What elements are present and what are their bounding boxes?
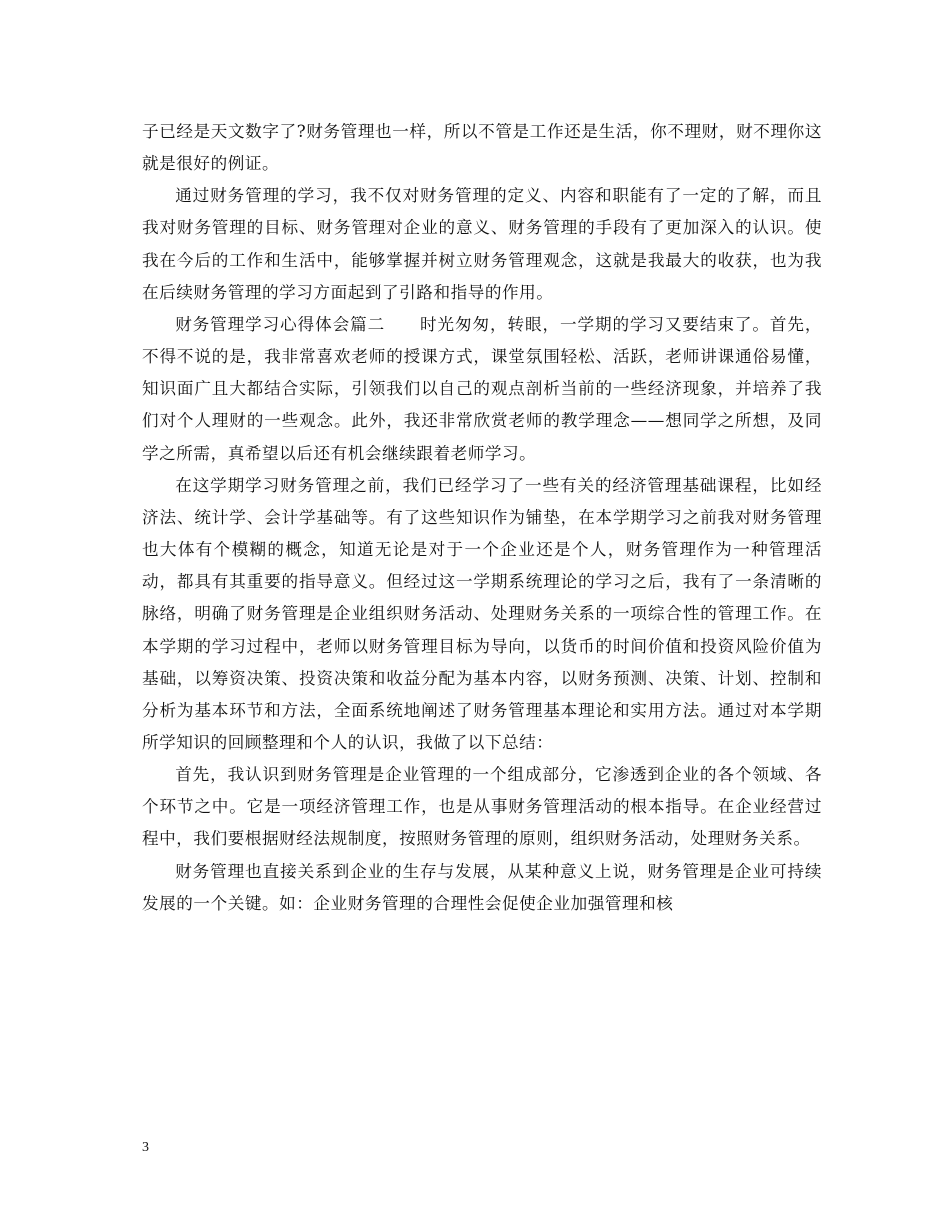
paragraph-6: 财务管理也直接关系到企业的生存与发展，从某种意义上说，财务管理是企业可持续发展的一个关键。如：企业财务管理的合理性会促使企业加强管理和核	[142, 861, 822, 913]
paragraph-4: 在这学期学习财务管理之前，我们已经学习了一些有关的经济管理基础课程，比如经济法、统计学、会计学基础等。有了这些知识作为铺垫，在本学期学习之前我对财务管理也大体有个模糊的概念，知道无论是对于一个企业还是个人，财务管理作为一种管理活动，都具有其重要的指导意义。但经过这一学期系统理论的学习之后，我有了一条清晰的脉络，明确了财务管理是企业组织财务活动、处理财务关系的一项综合性的管理工作。在本学期的学习过程中，老师以财务管理目标为导向，以货币的时间价值和投资风险价值为基础，以筹资决策、投资决策和收益分配为基本内容，以财务预测、决策、计划、控制和分析为基本环节和方法，全面系统地阐述了财务管理基本理论和实用方法。通过对本学期所学知识的回顾整理和个人的认识，我做了以下总结：	[142, 475, 822, 752]
paragraph-3: 财务管理学习心得体会篇二 时光匆匆，转眼，一学期的学习又要结束了。首先，不得不说的是，我非常喜欢老师的授课方式，课堂氛围轻松、活跃，老师讲课通俗易懂，知识面广且大都结合实际，引领我们以自己的观点剖析当前的一些经济现象，并培养了我们对个人理财的一些观念。此外，我还非常欣赏老师的教学理念——想同学之所想，及同学之所需，真希望以后还有机会继续跟着老师学习。	[142, 314, 822, 463]
paragraph-1: 子已经是天文数字了?财务管理也一样，所以不管是工作还是生活，你不理财，财不理你这就是很好的例证。	[142, 122, 822, 174]
document-body	[142, 116, 822, 920]
page-number: 3	[142, 1140, 149, 1155]
paragraph-5: 首先，我认识到财务管理是企业管理的一个组成部分，它渗透到企业的各个领域、各个环节之中。它是一项经济管理工作，也是从事财务管理活动的根本指导。在企业经营过程中，我们要根据财经法规制度，按照财务管理的原则，组织财务活动，处理财务关系。	[142, 765, 822, 849]
paragraph-2: 通过财务管理的学习，我不仅对财务管理的定义、内容和职能有了一定的了解，而且我对财务管理的目标、财务管理对企业的意义、财务管理的手段有了更加深入的认识。使我在今后的工作和生活中，能够掌握并树立财务管理观念，这就是我最大的收获，也为我在后续财务管理的学习方面起到了引路和指导的作用。	[142, 186, 822, 302]
